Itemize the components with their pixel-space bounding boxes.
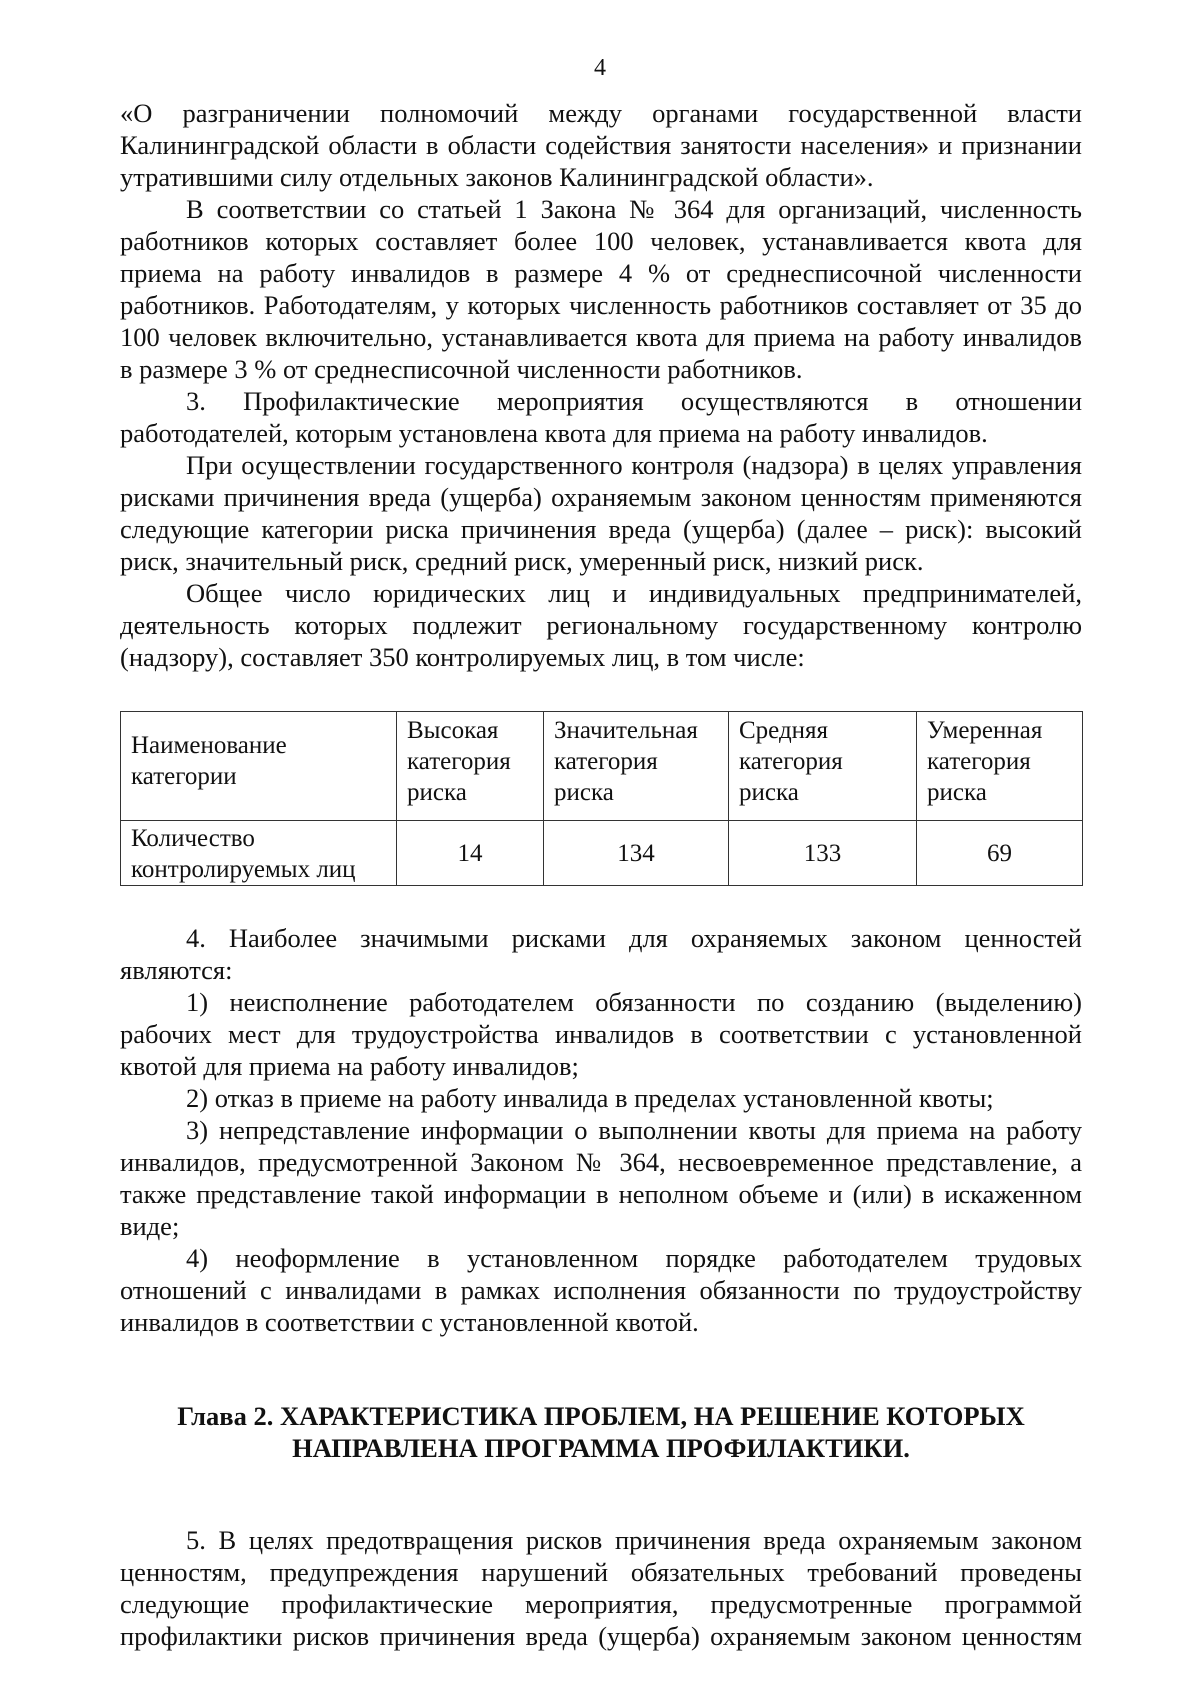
paragraph-law-title-continuation: «О разграничении полномочий между органами государственной власти Калининградской области в области содействия занятости населения» и признании утратившими силу отдельных законов Калининградской области». [120,98,1082,192]
paragraph-quota-rules: В соответствии со статьей 1 Закона № 364 для организаций, численность работников которых составляет более 100 человек, устанавливается квота для приема на работу инвалидов в размере 4 % от среднесписочной численности работников. Работодателям, у которых численность работников составляет от 35 до 100 человек включительно, устанавливается квота для приема на работу инвалидов в размере 3 % от среднесписочной численности работников. [120,194,1082,384]
table-header-label: Наименование категории [121,712,397,821]
table-header-significant: Значительная категория риска [544,712,729,821]
paragraph-risk-3: 3) непредставление информации о выполнении квоты для приема на работу инвалидов, предусмотренной Законом № 364, несвоевременное представление, а также представление такой информации в неполном объеме и (или) в искаженном виде; [120,1115,1082,1241]
page-number: 4 [594,55,606,81]
table-cell-moderate: 69 [917,821,1083,886]
table-cell-medium: 133 [729,821,917,886]
table-header-row [121,712,1083,821]
table-cell-high: 14 [397,821,544,886]
paragraph-risk-2: 2) отказ в приеме на работу инвалида в пределах установленной квоты; [186,1083,994,1113]
table-cell-significant: 134 [544,821,729,886]
paragraph-risk-4: 4) неоформление в установленном порядке работодателем трудовых отношений с инвалидами в рамках исполнения обязанности по трудоустройству инвалидов в соответствии с установленной квотой. [120,1243,1082,1337]
table-header-high: Высокая категория риска [397,712,544,821]
risk-category-table [120,711,1083,886]
paragraph-item-4: 4. Наиболее значимыми рисками для охраняемых законом ценностей являются: [120,923,1082,985]
paragraph-risk-1: 1) неисполнение работодателем обязанности по созданию (выделению) рабочих мест для трудоустройства инвалидов в соответствии с установленной квотой для приема на работу инвалидов; [120,987,1082,1081]
paragraph-item-5: 5. В целях предотвращения рисков причинения вреда охраняемым законом ценностям, предупреждения нарушений обязательных требований проведены следующие профилактические мероприятия, предусмотренные программой профилактики рисков причинения вреда (ущерба) охраняемым законом ценностям [120,1525,1082,1651]
chapter-title-line-2: НАПРАВЛЕНА ПРОГРАММА ПРОФИЛАКТИКИ. [292,1433,910,1463]
table-header-moderate: Умеренная категория риска [917,712,1083,821]
table-row [121,821,1083,886]
paragraph-risk-categories: При осуществлении государственного контроля (надзора) в целях управления рисками причинения вреда (ущерба) охраняемым законом ценностям применяются следующие категории риска причинения вреда (ущерба) (далее – риск): высокий риск, значительный риск, средний риск, умеренный риск, низкий риск. [120,450,1082,576]
chapter-title [120,1400,1082,1464]
chapter-title-line-1: Глава 2. ХАРАКТЕРИСТИКА ПРОБЛЕМ, НА РЕШЕНИЕ КОТОРЫХ [177,1401,1025,1431]
paragraph-total-controlled: Общее число юридических лиц и индивидуальных предпринимателей, деятельность которых подлежит региональному государственному контролю (надзору), составляет 350 контролируемых лиц, в том числе: [120,578,1082,672]
table-row-label: Количество контролируемых лиц [121,821,397,886]
paragraph-item-3: 3. Профилактические мероприятия осуществляются в отношении работодателей, которым установлена квота для приема на работу инвалидов. [120,386,1082,448]
page-content [120,97,1082,1652]
table-header-medium: Средняя категория риска [729,712,917,821]
